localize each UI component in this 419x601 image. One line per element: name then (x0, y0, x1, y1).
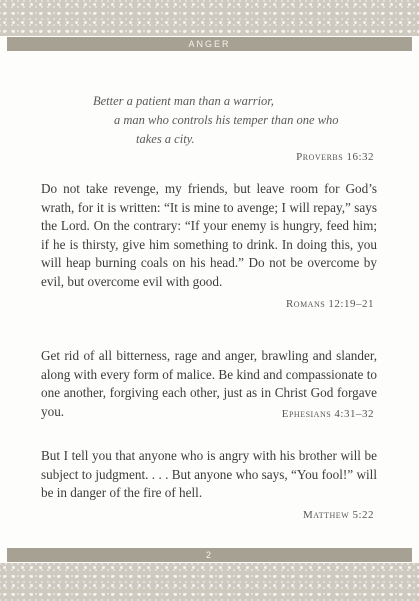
opening-quote-line-2: a man who controls his temper than one who (114, 113, 339, 127)
passage-matthew-reference: Matthew 5:22 (303, 509, 374, 521)
passage-romans: Do not take revenge, my friends, but leave room for God’s wrath, for it is written: “It is mine to avenge; I will repay,” says the Lord. On the contrary: “If your enemy is hungry, feed him; if he is thirsty, give him something to drink. In doing this, you will heap burning coals on his head.” Do not be overcome by evil, but overcome evil with good. (41, 181, 377, 289)
page-number: 2 (205, 550, 213, 560)
opening-quote-line-1: Better a patient man than a warrior, (93, 94, 274, 108)
page-title: ANGER (188, 39, 231, 49)
bottom-decorative-band (0, 563, 419, 601)
opening-quote-line-3: takes a city. (136, 132, 195, 146)
passage-romans-reference: Romans 12:19–21 (285, 298, 374, 310)
passage-ephesians-reference: Ephesians 4:31–32 (281, 408, 374, 420)
passage-ephesians: Get rid of all bitterness, rage and anger, brawling and slander, along with every form of malice. Be kind and compassionate to one another, forgiving each other, just as in Christ God forgave you. (41, 348, 377, 419)
passage-matthew: But I tell you that anyone who is angry with his brother will be subject to judgment. . . . But anyone who says, “You fool!” will be in danger of the fire of hell. (41, 448, 377, 500)
footer-bar (7, 548, 412, 562)
opening-quote-reference: Proverbs 16:32 (296, 151, 374, 163)
header-bar (7, 37, 412, 51)
top-decorative-band (0, 0, 419, 36)
